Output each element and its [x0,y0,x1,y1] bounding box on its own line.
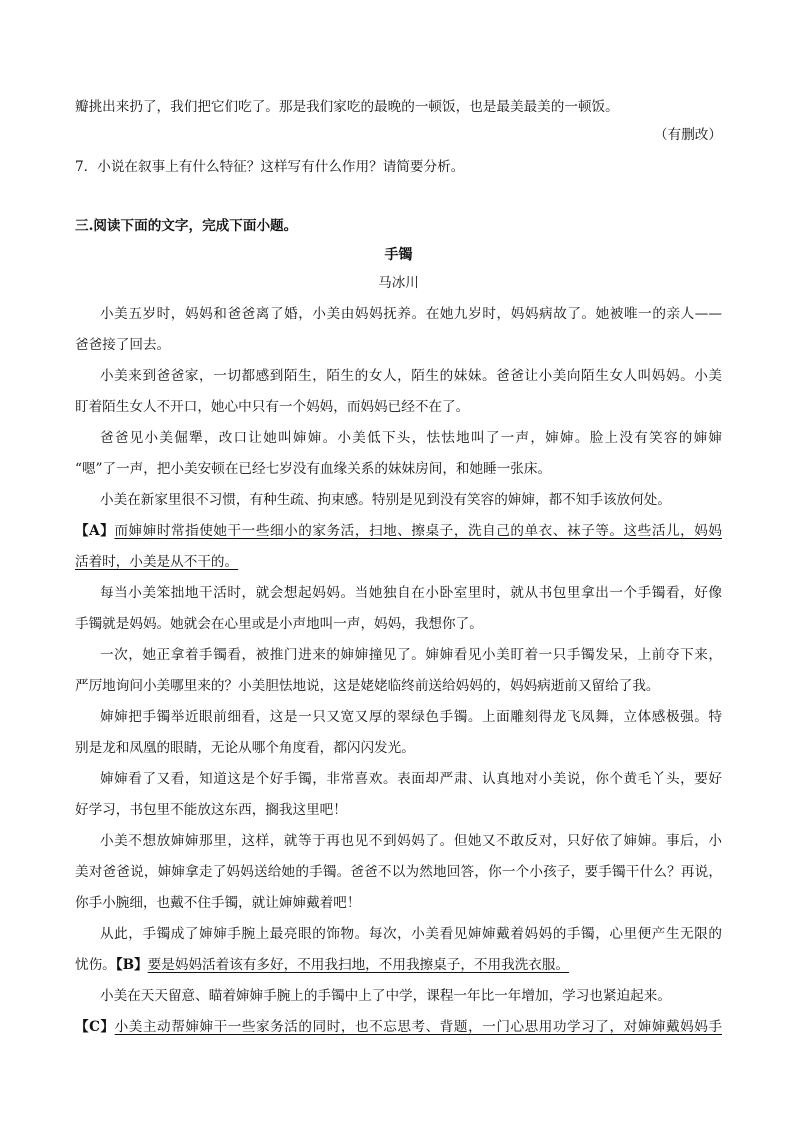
underlined-sentence-a: 而婶婶时常指使她干一些细小的家务活，扫地、擦桌子，洗自己的单衣、袜子等。这些活儿，妈妈 [114,523,722,539]
page-content [75,93,722,1043]
story-paragraph-12 [75,981,722,1012]
paragraph-line: 小美不想放婶婶那里，这样，就等于再也见不到妈妈了。但她又不敢反对，只好依了婶婶。事后，小 [100,833,722,849]
paragraph-line: 爸爸接了回去。 [75,337,171,353]
paragraph-line: 婶婶把手镯举近眼前细看，这是一只又宽又厚的翠绿色手镯。上面雕刻得龙飞凤舞，立体感极强。特 [100,709,722,725]
paragraph-line: 小美在天天留意、瞄着婶婶手腕上的手镯中上了中学，课程一年比一年增加，学习也紧迫起来。 [100,988,671,1004]
paragraph-line: 每当小美笨拙地干活时，就会想起妈妈。当她独自在小卧室里时，就从书包里拿出一个手镯看，好像 [100,585,722,601]
paragraph-line [75,1012,722,1043]
marker-c: 【C】 [75,1019,115,1035]
underlined-sentence-c: 小美主动帮婶婶干一些家务活的同时，也不忘思考、背题，一门心思用功学习了，对婶婶戴妈妈手 [114,1019,722,1035]
story-paragraph-marked-c [75,1012,722,1043]
paragraph-line: 从此，手镯成了婶婶手腕上最亮眼的饰物。每次，小美看见婶婶戴着妈妈的手镯，心里便产生无限的 [100,926,722,942]
story-paragraph-marked-b [75,919,722,981]
story-body [75,299,722,1043]
paragraph-line: 盯着陌生女人不开口，她心中只有一个妈妈，而妈妈已经不在了。 [75,399,470,415]
paragraph-line: 婶婶看了又看，知道这是个好手镯，非常喜欢。表面却严肃、认真地对小美说，你个黄毛丫头，要好 [100,771,722,787]
paragraph-line: 小美五岁时，妈妈和爸爸离了婚，小美由妈妈抚养。在她九岁时，妈妈病故了。她被唯一的亲人—— [100,306,722,322]
story-paragraph-10 [75,826,722,919]
story-paragraph-3 [75,423,722,485]
story-paragraph-4 [75,485,722,516]
paragraph-line: 一次，她正拿着手镯看，被推门进来的婶婶撞见了。婶婶看见小美盯着一只手镯发呆，上前夺下来， [100,647,722,663]
story-paragraph-marked-a [75,516,722,578]
story-author: 马冰川 [378,275,419,291]
paragraph-line [75,547,722,578]
story-paragraph-1 [75,299,722,361]
question-7: 7．小说在叙事上有什么特征？这样写有什么作用？请简要分析。 [75,159,465,175]
source-note: （有删改） [654,127,722,143]
paragraph-line [75,950,722,981]
paragraph-line: 美对爸爸说，婶婶拿走了妈妈送给她的手镯。爸爸不以为然地回答，你一个小孩子，要手镯干什么？再说， [75,864,722,880]
paragraph-line: 好学习，书包里不能放这东西，搁我这里吧！ [75,802,347,818]
marker-b: 【B】 [115,957,148,973]
underlined-sentence-b: 要是妈妈活着该有多好，不用我扫地，不用我擦桌子，不用我洗衣服。 [147,957,570,973]
previous-passage-last-line: 瓣挑出来扔了，我们把它们吃了。那是我们家吃的最晚的一顿饭，也是最美最美的一顿饭。 [75,99,619,115]
paragraph-line: 小美在新家里很不习惯，有种生疏、拘束感。特别是见到没有笑容的婶婶，都不知手该放何处。 [100,492,671,508]
paragraph-line: 爸爸见小美倔犟，改口让她叫婶婶。小美低下头，怯怯地叫了一声，婶婶。脸上没有笑容的婶婶 [100,430,722,446]
paragraph-line: 你手小腕细，也戴不住手镯，就让婶婶戴着吧！ [75,895,361,911]
marker-a: 【A】 [75,523,115,539]
section-heading: 三.阅读下面的文字，完成下面小题。 [75,218,298,234]
underlined-sentence-a-continued: 活着时，小美是从不干的。 [75,554,239,570]
story-title: 手镯 [384,247,413,263]
story-paragraph-2 [75,361,722,423]
story-paragraph-9 [75,764,722,826]
paragraph-text: 忧伤。 [75,957,116,973]
paragraph-line: 严厉地询问小美哪里来的？小美胆怯地说，这是姥姥临终前送给妈妈的，妈妈病逝前又留给了我。 [75,678,660,694]
paragraph-line: 小美来到爸爸家，一切都感到陌生，陌生的女人，陌生的妹妹。爸爸让小美向陌生女人叫妈妈。小美 [100,368,722,384]
paragraph-line: “嗯”了一声，把小美安顿在已经七岁没有血缘关系的妹妹房间，和她睡一张床。 [75,461,552,477]
story-paragraph-8 [75,702,722,764]
paragraph-line: 别是龙和凤凰的眼睛，无论从哪个角度看，都闪闪发光。 [75,740,415,756]
paragraph-line [75,516,722,547]
paragraph-line: 手镯就是妈妈。她就会在心里或是小声地叫一声，妈妈，我想你了。 [75,616,483,632]
story-paragraph-7 [75,640,722,702]
story-paragraph-6 [75,578,722,640]
